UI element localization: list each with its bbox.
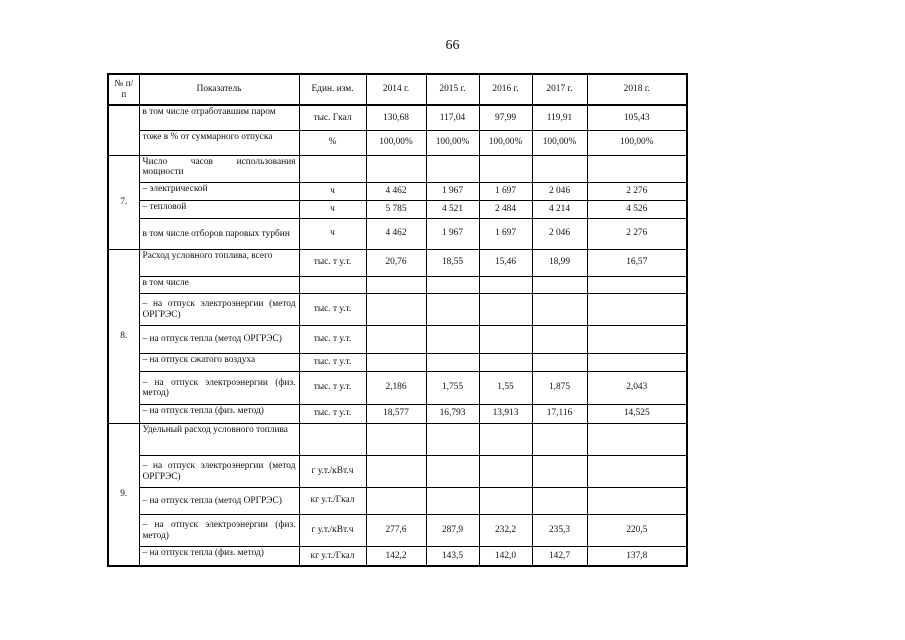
value-cell xyxy=(479,293,532,325)
value-cell xyxy=(532,155,587,182)
indicator-cell: Число часов использования мощности xyxy=(139,155,299,182)
indicator-cell: – на отпуск сжатого воздуха xyxy=(139,353,299,371)
unit-cell: тыс. т у.т. xyxy=(299,293,366,325)
value-cell xyxy=(479,325,532,353)
value-cell xyxy=(479,423,532,455)
table-row xyxy=(108,293,687,325)
value-cell: 2,186 xyxy=(366,371,426,404)
value-cell: 4 462 xyxy=(366,218,426,249)
value-cell: 287,9 xyxy=(426,514,479,546)
table-row xyxy=(108,455,687,487)
header-year-2015: 2015 г. xyxy=(426,74,479,105)
value-cell xyxy=(532,293,587,325)
unit-cell xyxy=(299,423,366,455)
indicator-cell: в том числе xyxy=(139,276,299,293)
value-cell: 15,46 xyxy=(479,249,532,276)
indicator-cell: – на отпуск электроэнергии (физ. метод) xyxy=(139,371,299,404)
value-cell: 142,0 xyxy=(479,546,532,566)
value-cell: 1,755 xyxy=(426,371,479,404)
unit-cell: ч xyxy=(299,218,366,249)
value-cell xyxy=(366,325,426,353)
value-cell xyxy=(366,293,426,325)
value-cell xyxy=(532,276,587,293)
value-cell: 18,55 xyxy=(426,249,479,276)
value-cell xyxy=(479,455,532,487)
value-cell: 119,91 xyxy=(532,105,587,130)
header-year-2017: 2017 г. xyxy=(532,74,587,105)
value-cell: 100,00% xyxy=(532,130,587,155)
value-cell xyxy=(426,293,479,325)
value-cell: 4 214 xyxy=(532,200,587,218)
value-cell: 18,99 xyxy=(532,249,587,276)
header-unit: Един. изм. xyxy=(299,74,366,105)
value-cell xyxy=(587,423,687,455)
row-number: 9. xyxy=(108,423,139,566)
value-cell: 137,8 xyxy=(587,546,687,566)
indicator-cell: – на отпуск тепла (физ. метод) xyxy=(139,546,299,566)
header-year-2014: 2014 г. xyxy=(366,74,426,105)
value-cell: 100,00% xyxy=(479,130,532,155)
header-indicator: Показатель xyxy=(139,74,299,105)
unit-cell: кг у.т./Гкал xyxy=(299,546,366,566)
value-cell: 142,7 xyxy=(532,546,587,566)
value-cell: 4 462 xyxy=(366,182,426,200)
value-cell xyxy=(587,276,687,293)
unit-cell: тыс. т у.т. xyxy=(299,353,366,371)
value-cell: 232,2 xyxy=(479,514,532,546)
value-cell: 2 484 xyxy=(479,200,532,218)
unit-cell: кг у.т./Гкал xyxy=(299,487,366,514)
indicator-cell: – на отпуск электроэнергии (физ. метод) xyxy=(139,514,299,546)
value-cell: 220,5 xyxy=(587,514,687,546)
value-cell: 1 697 xyxy=(479,182,532,200)
table-row xyxy=(108,218,687,249)
table-row xyxy=(108,487,687,514)
table-row xyxy=(108,200,687,218)
header-year-2016: 2016 г. xyxy=(479,74,532,105)
row-number xyxy=(108,105,139,155)
row-number: 8. xyxy=(108,249,139,423)
value-cell: 16,793 xyxy=(426,404,479,423)
value-cell: 100,00% xyxy=(587,130,687,155)
value-cell: 14,525 xyxy=(587,404,687,423)
data-table xyxy=(107,73,688,567)
unit-cell: тыс. Гкал xyxy=(299,105,366,130)
value-cell xyxy=(587,455,687,487)
value-cell xyxy=(479,155,532,182)
value-cell xyxy=(532,353,587,371)
value-cell: 142,2 xyxy=(366,546,426,566)
value-cell: 20,76 xyxy=(366,249,426,276)
value-cell xyxy=(479,353,532,371)
indicator-cell: – тепловой xyxy=(139,200,299,218)
row-number: 7. xyxy=(108,155,139,249)
unit-cell: г у.т./кВт.ч xyxy=(299,514,366,546)
value-cell xyxy=(532,423,587,455)
value-cell xyxy=(426,487,479,514)
unit-cell: тыс. т у.т. xyxy=(299,249,366,276)
table-row xyxy=(108,105,687,130)
value-cell xyxy=(479,487,532,514)
table-row xyxy=(108,404,687,423)
value-cell xyxy=(366,487,426,514)
value-cell: 100,00% xyxy=(366,130,426,155)
value-cell: 2 276 xyxy=(587,218,687,249)
value-cell: 16,57 xyxy=(587,249,687,276)
value-cell xyxy=(587,353,687,371)
indicator-cell: – электрической xyxy=(139,182,299,200)
unit-cell: г у.т./кВт.ч xyxy=(299,455,366,487)
indicator-cell: в том числе отборов паровых турбин xyxy=(139,218,299,249)
table-row xyxy=(108,423,687,455)
indicator-cell: – на отпуск электроэнергии (метод ОРГРЭС) xyxy=(139,455,299,487)
value-cell xyxy=(366,155,426,182)
value-cell xyxy=(366,276,426,293)
unit-cell: ч xyxy=(299,182,366,200)
value-cell: 1,55 xyxy=(479,371,532,404)
value-cell: 2 046 xyxy=(532,218,587,249)
value-cell: 17,116 xyxy=(532,404,587,423)
table-row xyxy=(108,353,687,371)
value-cell xyxy=(532,455,587,487)
value-cell xyxy=(366,353,426,371)
value-cell: 143,5 xyxy=(426,546,479,566)
value-cell xyxy=(426,455,479,487)
value-cell: 1 697 xyxy=(479,218,532,249)
page-number: 66 xyxy=(445,38,460,53)
indicator-cell: – на отпуск тепла (физ. метод) xyxy=(139,404,299,423)
value-cell: 277,6 xyxy=(366,514,426,546)
table-row xyxy=(108,155,687,182)
indicator-cell: тоже в % от суммарного отпуска xyxy=(139,130,299,155)
value-cell: 1,875 xyxy=(532,371,587,404)
value-cell: 5 785 xyxy=(366,200,426,218)
value-cell xyxy=(587,487,687,514)
unit-cell xyxy=(299,155,366,182)
value-cell: 4 521 xyxy=(426,200,479,218)
indicator-cell: Расход условного топлива, всего xyxy=(139,249,299,276)
unit-cell: % xyxy=(299,130,366,155)
unit-cell xyxy=(299,276,366,293)
value-cell xyxy=(587,155,687,182)
value-cell: 2 046 xyxy=(532,182,587,200)
value-cell xyxy=(587,293,687,325)
indicator-cell: – на отпуск тепла (метод ОРГРЭС) xyxy=(139,325,299,353)
header-no: № п/п xyxy=(108,74,139,105)
unit-cell: тыс. т у.т. xyxy=(299,325,366,353)
header-row xyxy=(108,74,687,105)
table-row xyxy=(108,514,687,546)
value-cell: 18,577 xyxy=(366,404,426,423)
table-row xyxy=(108,371,687,404)
value-cell: 4 526 xyxy=(587,200,687,218)
unit-cell: тыс. т у.т. xyxy=(299,404,366,423)
value-cell: 1 967 xyxy=(426,218,479,249)
indicator-cell: в том числе отработавшим паром xyxy=(139,105,299,130)
indicator-cell: – на отпуск электроэнергии (метод ОРГРЭС) xyxy=(139,293,299,325)
value-cell xyxy=(366,423,426,455)
value-cell xyxy=(426,423,479,455)
unit-cell: ч xyxy=(299,200,366,218)
value-cell: 13,913 xyxy=(479,404,532,423)
value-cell: 1 967 xyxy=(426,182,479,200)
table-row xyxy=(108,249,687,276)
value-cell: 2,043 xyxy=(587,371,687,404)
value-cell xyxy=(426,353,479,371)
table-row xyxy=(108,182,687,200)
header-year-2018: 2018 г. xyxy=(587,74,687,105)
table-row xyxy=(108,276,687,293)
value-cell xyxy=(426,155,479,182)
value-cell xyxy=(426,325,479,353)
value-cell xyxy=(532,325,587,353)
indicator-cell: – на отпуск тепла (метод ОРГРЭС) xyxy=(139,487,299,514)
table-row xyxy=(108,546,687,566)
value-cell xyxy=(479,276,532,293)
value-cell: 117,04 xyxy=(426,105,479,130)
unit-cell: тыс. т у.т. xyxy=(299,371,366,404)
value-cell xyxy=(426,276,479,293)
value-cell: 235,3 xyxy=(532,514,587,546)
value-cell xyxy=(532,487,587,514)
indicator-cell: Удельный расход условного топлива xyxy=(139,423,299,455)
value-cell: 100,00% xyxy=(426,130,479,155)
value-cell: 130,68 xyxy=(366,105,426,130)
table-row xyxy=(108,130,687,155)
value-cell xyxy=(366,455,426,487)
value-cell xyxy=(587,325,687,353)
value-cell: 2 276 xyxy=(587,182,687,200)
value-cell: 97,99 xyxy=(479,105,532,130)
table-row xyxy=(108,325,687,353)
value-cell: 105,43 xyxy=(587,105,687,130)
